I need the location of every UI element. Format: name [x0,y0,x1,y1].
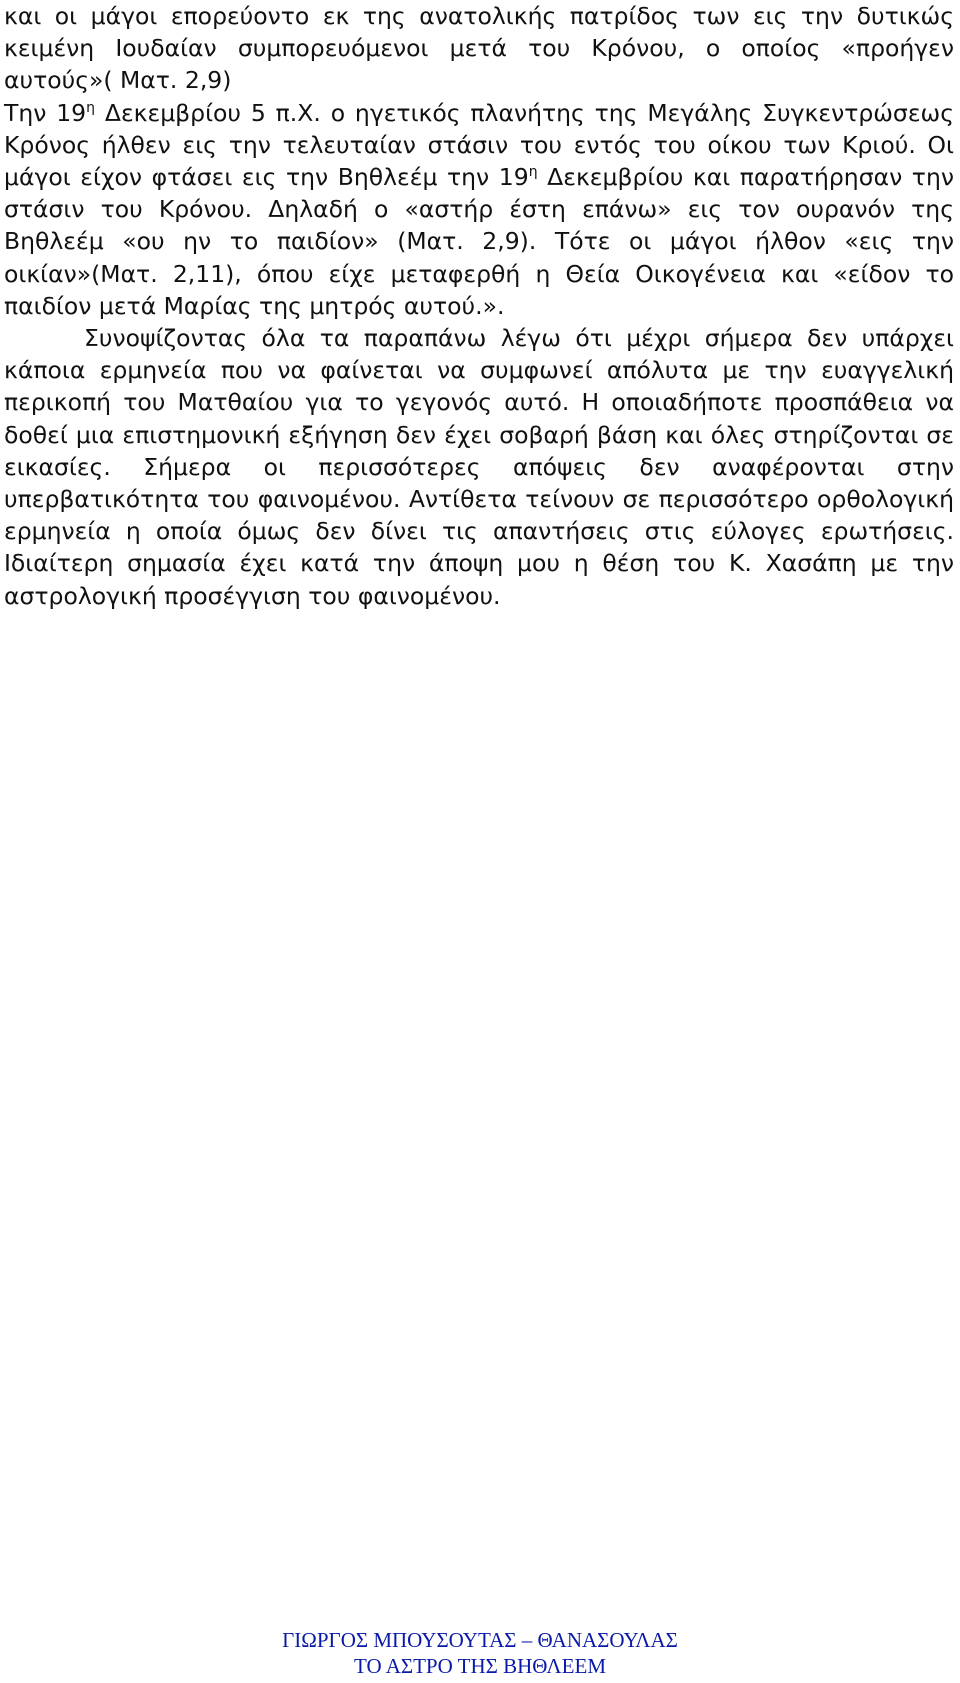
paragraph-1: και οι μάγοι επορεύοντο εκ της ανατολικής πατρίδος των εις την δυτικώς κειμένη Ιουδαίαν συμπορευόμενοι μετά του Κρόνου, ο οποίος «προήγεν αυτούς»( Ματ. 2,9) [4,2,954,95]
footer-title: ΤΟ ΑΣΤΡΟ ΤΗΣ ΒΗΘΛΕΕΜ [354,1654,606,1678]
paragraph-2-part-3: Δεκεμβρίου και παρατήρησαν την στάσιν του Κρόνου. Δηλαδή ο «αστήρ έστη επάνω» εις τον ουρανόν της Βηθλεέμ «ου ην το παιδίον» (Ματ. 2,9). Τότε οι μάγοι ήλθον «εις την οικίαν»(Ματ. 2,11), όπου είχε μεταφερθή η Θεία Οικογένεια και «είδον το παιδίον μετά Μαρίας της μητρός αυτού.». [4,163,954,320]
paragraph-3: Συνοψίζοντας όλα τα παραπάνω λέγω ότι μέχρι σήμερα δεν υπάρχει κάποια ερμηνεία που να φαίνεται να συμφωνεί απόλυτα με την ευαγγελική περικοπή του Ματθαίου για το γεγονός αυτό. Η οποιαδήποτε προσπάθεια να δοθεί μια επιστημονική εξήγηση δεν έχει σοβαρή βάση και όλες στηρίζονται σε εικασίες. Σήμερα οι περισσότερες απόψεις δεν αναφέρονται στην υπερβατικότητα του φαινομένου. Αντίθετα τείνουν σε περισσότερο ορθολογική ερμηνεία η οποία όμως δεν δίνει τις απαντήσεις στις εύλογες ερωτήσεις. Ιδιαίτερη σημασία έχει κατά την άποψη μου η θέση του Κ. Χασάπη με την αστρολογική προσέγγιση του φαινομένου. [4,324,954,610]
paragraph-2 [4,97,954,322]
document-page [4,0,954,612]
footer-author: ΓΙΩΡΓΟΣ ΜΠΟΥΣΟΥΤΑΣ – ΘΑΝΑΣΟΥΛΑΣ [282,1628,678,1652]
paragraph-2-part-1: Την 19 [4,98,87,127]
page-footer [0,1627,960,1679]
superscript-1: η [86,99,96,116]
paragraph-2-part-2: Δεκεμβρίου 5 π.Χ. ο ηγετικός πλανήτης της Μεγάλης Συγκεντρώσεως Κρόνος ήλθεν εις την τελευταίαν στάσιν του εντός του οίκου των Κριού. Οι μάγοι είχον φτάσει εις την Βηθλεέμ την 19 [4,98,955,192]
superscript-2: η [528,164,538,181]
